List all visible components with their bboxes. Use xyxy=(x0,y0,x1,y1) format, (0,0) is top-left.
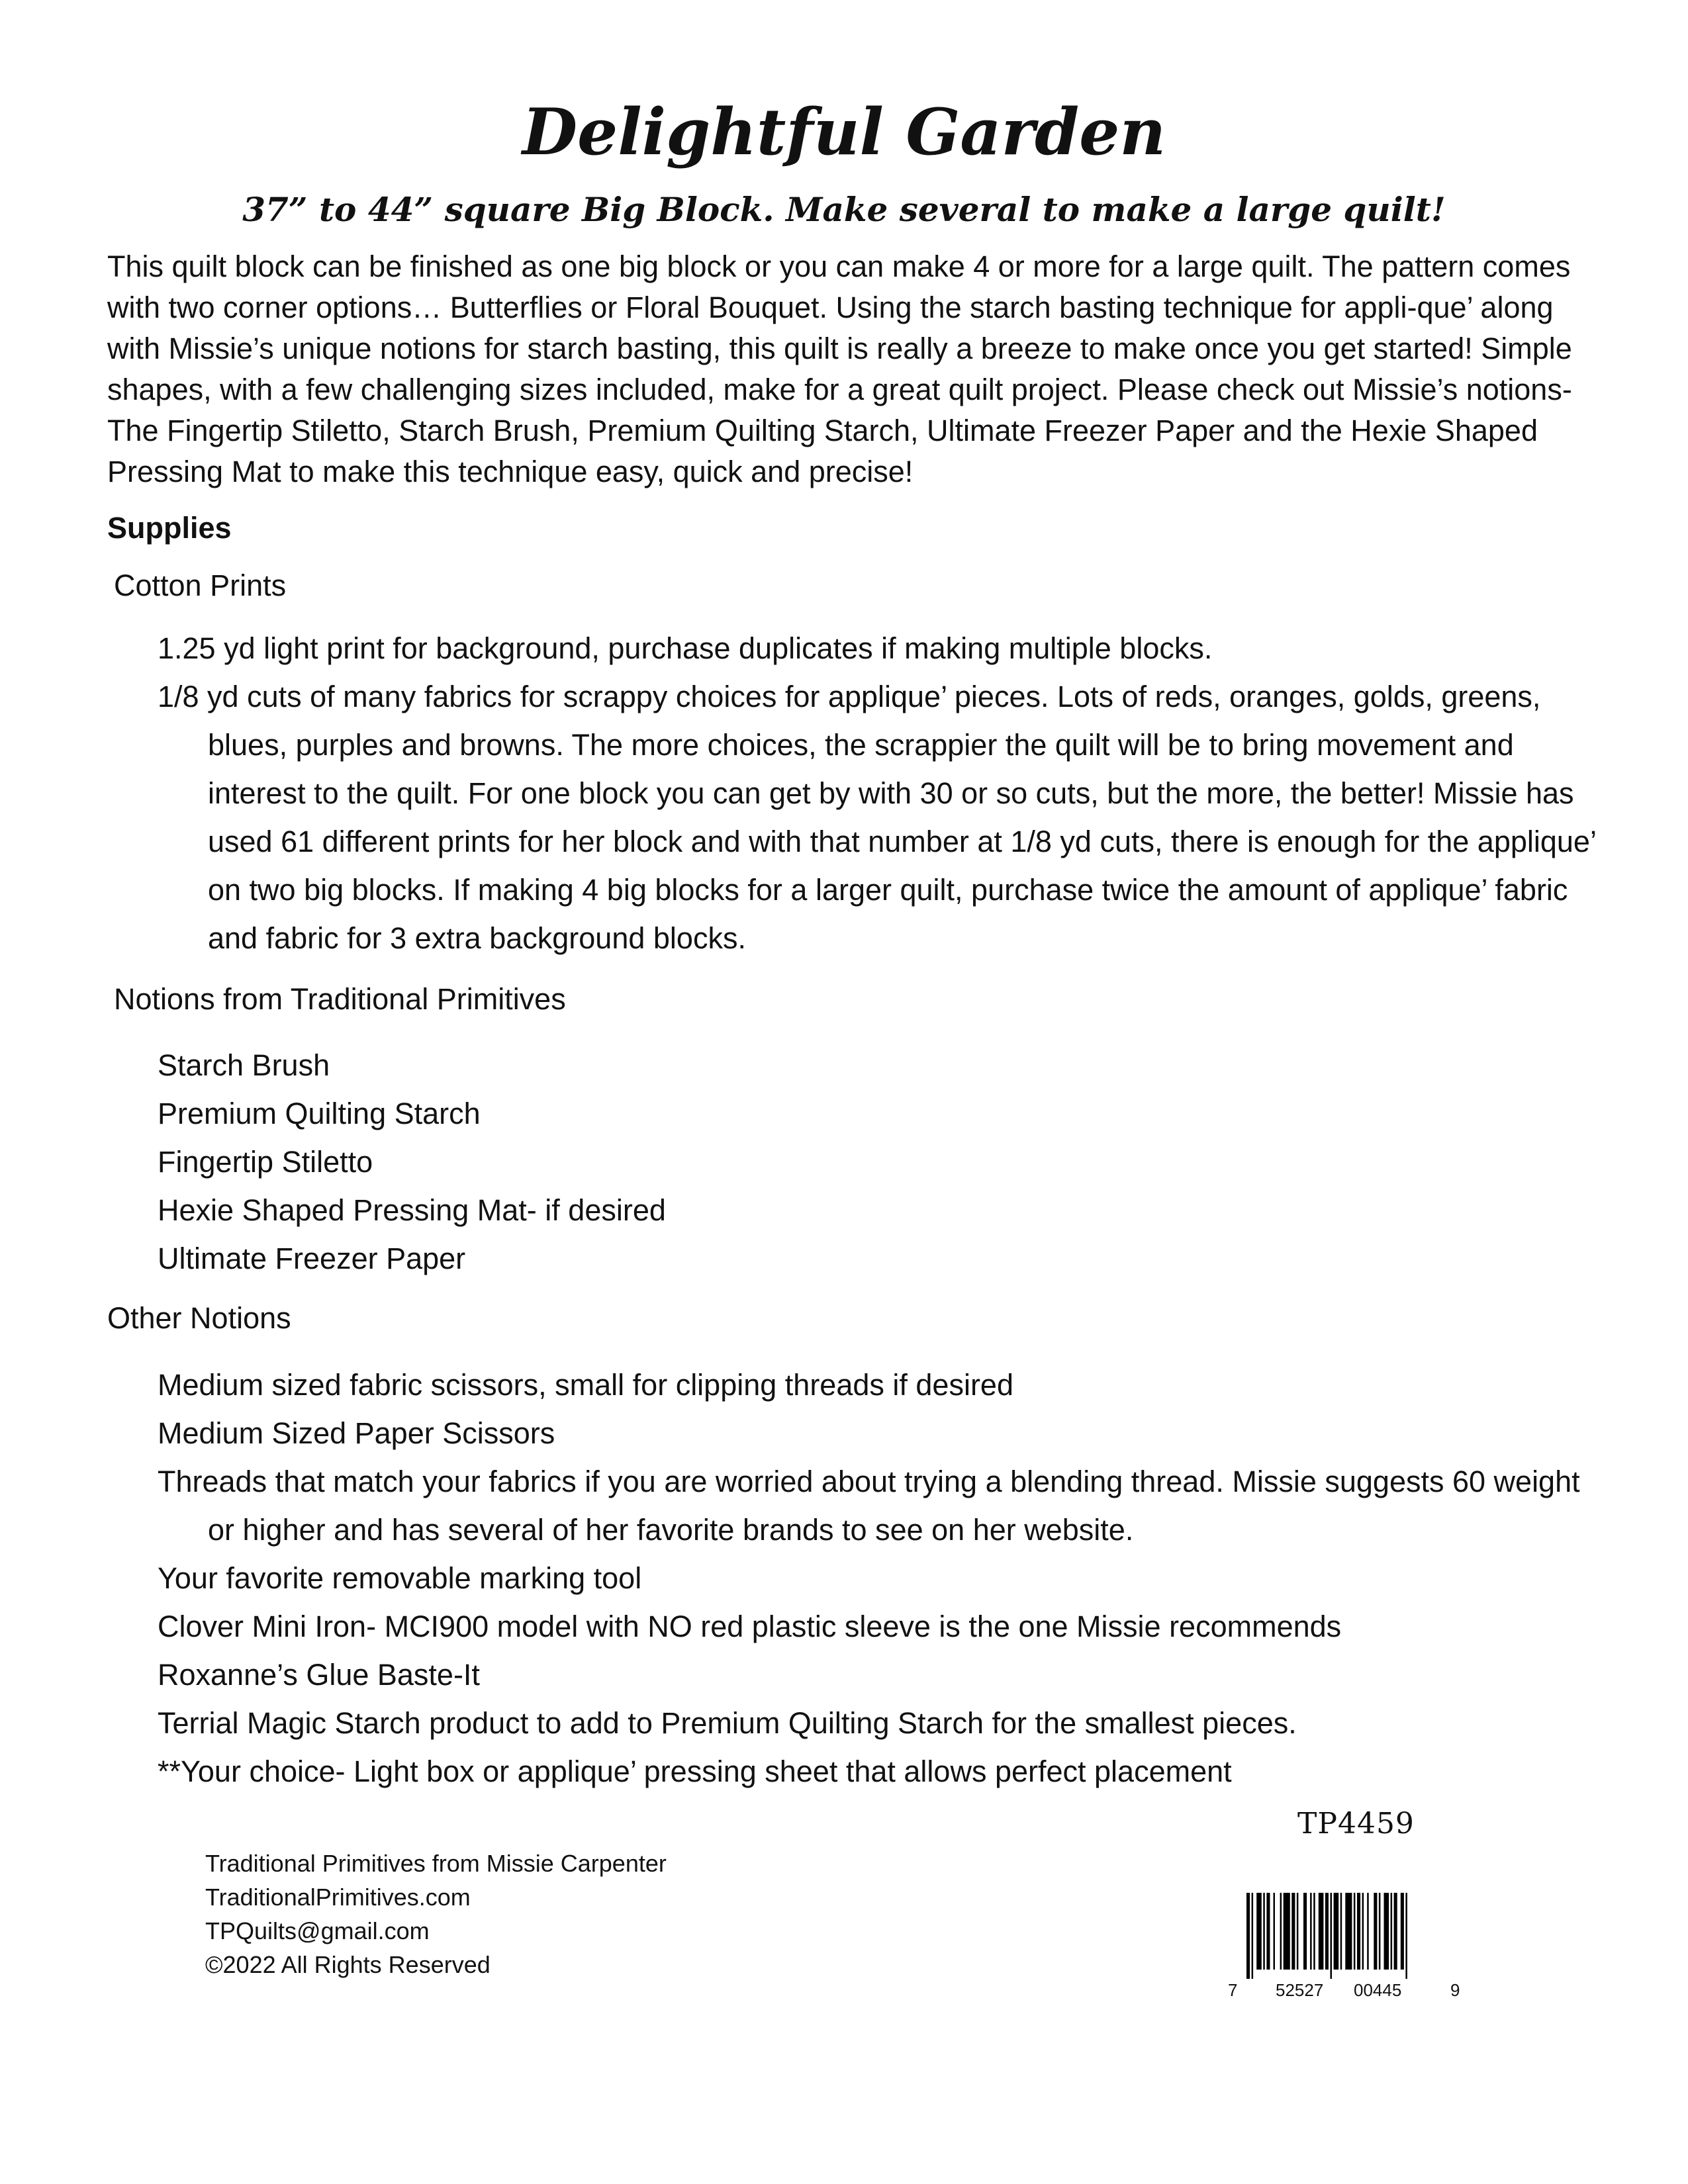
barcode-bar xyxy=(1310,1893,1312,1970)
list-item: 1.25 yd light print for background, purchase duplicates if making multiple blocks. xyxy=(158,631,1213,665)
barcode-bar xyxy=(1362,1893,1364,1970)
list-item: Ultimate Freezer Paper xyxy=(158,1242,466,1275)
barcode-bars xyxy=(1228,1893,1460,1979)
barcode xyxy=(1228,1893,1460,1999)
barcode-bar xyxy=(1256,1893,1262,1970)
page-subtitle: 37” to 44” square Big Block. Make several to make a large quilt! xyxy=(242,190,1446,229)
list-item: Hexie Shaped Pressing Mat- if desired xyxy=(158,1193,666,1227)
barcode-bar xyxy=(1367,1893,1369,1970)
barcode-bar xyxy=(1274,1893,1276,1970)
barcode-bar xyxy=(1334,1893,1339,1970)
list-item: Medium sized fabric scissors, small for clipping threads if desired xyxy=(158,1368,1013,1402)
list-item: Roxanne’s Glue Baste-It xyxy=(158,1658,480,1692)
barcode-digits xyxy=(1228,1980,1460,2000)
barcode-bar xyxy=(1391,1893,1393,1970)
barcode-bar xyxy=(1263,1893,1265,1970)
page-title: Delightful Garden xyxy=(522,95,1166,169)
barcode-bar xyxy=(1325,1893,1329,1970)
barcode-bar xyxy=(1291,1893,1295,1970)
barcode-group-1: 52527 xyxy=(1276,1980,1324,2000)
list-item: Medium Sized Paper Scissors xyxy=(158,1416,555,1450)
barcode-bar xyxy=(1280,1893,1282,1970)
list-item: 1/8 yd cuts of many fabrics for scrappy choices for applique’ pieces. Lots of reds, oranges, golds, greens, blues, purples and browns. The more choices, the scrappier the quilt will be to bring movement and interest to the quilt. For one block you can get by with 30 or so cuts, but the more, the better! Missie has used 61 different prints for her block and with that number at 1/8 yd cuts, there is enough for the applique’ on two big blocks. If making 4 big blocks for a larger quilt, purchase twice the amount of applique’ fabric and fabric for 3 extra background blocks. xyxy=(158,680,1596,955)
notions-tp-label: Notions from Traditional Primitives xyxy=(114,982,566,1016)
cotton-prints-label: Cotton Prints xyxy=(114,569,287,602)
barcode-bar xyxy=(1401,1893,1404,1970)
barcode-bar xyxy=(1246,1893,1250,1979)
barcode-bar xyxy=(1284,1893,1290,1970)
barcode-bar xyxy=(1313,1893,1315,1970)
barcode-bar xyxy=(1379,1893,1381,1970)
supplies-heading: Supplies xyxy=(107,511,232,545)
barcode-bar xyxy=(1384,1893,1389,1970)
list-item: Clover Mini Iron- MCI900 model with NO red plastic sleeve is the one Missie recommends xyxy=(158,1610,1342,1643)
barcode-bar xyxy=(1357,1893,1360,1970)
other-notions-label: Other Notions xyxy=(107,1301,291,1335)
footer-email: TPQuilts@gmail.com xyxy=(205,1917,430,1944)
barcode-bar xyxy=(1297,1893,1299,1970)
footer-company: Traditional Primitives from Missie Carpenter xyxy=(205,1850,667,1877)
barcode-bar xyxy=(1394,1893,1397,1970)
intro-paragraph: This quilt block can be finished as one big block or you can make 4 or more for a large quilt. The pattern comes with two corner options… Butterflies or Floral Bouquet. Using the starch basting technique for appli-que’ along with Missie’s unique notions for starch basting, this quilt is really a breeze to make once you get started! Simple shapes, with a few challenging sizes included, make for a great quilt project. Please check out Missie’s notions- The Fingertip Stiletto, Starch Brush, Premium Quilting Starch, Ultimate Freezer Paper and the Hexie Shaped Pressing Mat to make this technique easy, quick and precise! xyxy=(107,250,1572,488)
barcode-digit-left: 7 xyxy=(1228,1980,1238,2000)
cotton-prints-list xyxy=(158,624,1601,962)
barcode-bar xyxy=(1266,1893,1270,1970)
barcode-bar xyxy=(1405,1893,1407,1979)
footer-copyright: ©2022 All Rights Reserved xyxy=(205,1951,491,1978)
list-item: **Your choice- Light box or applique’ pressing sheet that allows perfect placement xyxy=(158,1754,1232,1788)
barcode-digit-right: 9 xyxy=(1450,1980,1460,2000)
notions-tp-list xyxy=(158,1041,1601,1283)
barcode-bar xyxy=(1345,1893,1352,1970)
footer-contact xyxy=(205,1846,667,1981)
barcode-bar xyxy=(1374,1893,1377,1970)
barcode-bar xyxy=(1331,1893,1333,1979)
barcode-bar xyxy=(1319,1893,1324,1970)
barcode-bar xyxy=(1252,1893,1254,1979)
list-item: Premium Quilting Starch xyxy=(158,1097,481,1130)
footer-website: TraditionalPrimitives.com xyxy=(205,1884,471,1911)
barcode-bar xyxy=(1340,1893,1342,1970)
list-item: Fingertip Stiletto xyxy=(158,1145,373,1179)
barcode-group-2: 00445 xyxy=(1354,1980,1402,2000)
list-item: Threads that match your fabrics if you are worried about trying a blending thread. Missie suggests 60 weight or higher and has several of her favorite brands to see on her website. xyxy=(158,1465,1580,1547)
other-notions-list xyxy=(158,1361,1601,1796)
list-item: Your favorite removable marking tool xyxy=(158,1561,642,1595)
list-item: Starch Brush xyxy=(158,1048,330,1082)
list-item: Terrial Magic Starch product to add to Premium Quilting Starch for the smallest pieces. xyxy=(158,1706,1297,1740)
barcode-bar xyxy=(1303,1893,1307,1970)
product-code: TP4459 xyxy=(1297,1807,1415,1841)
barcode-bar xyxy=(1354,1893,1356,1970)
